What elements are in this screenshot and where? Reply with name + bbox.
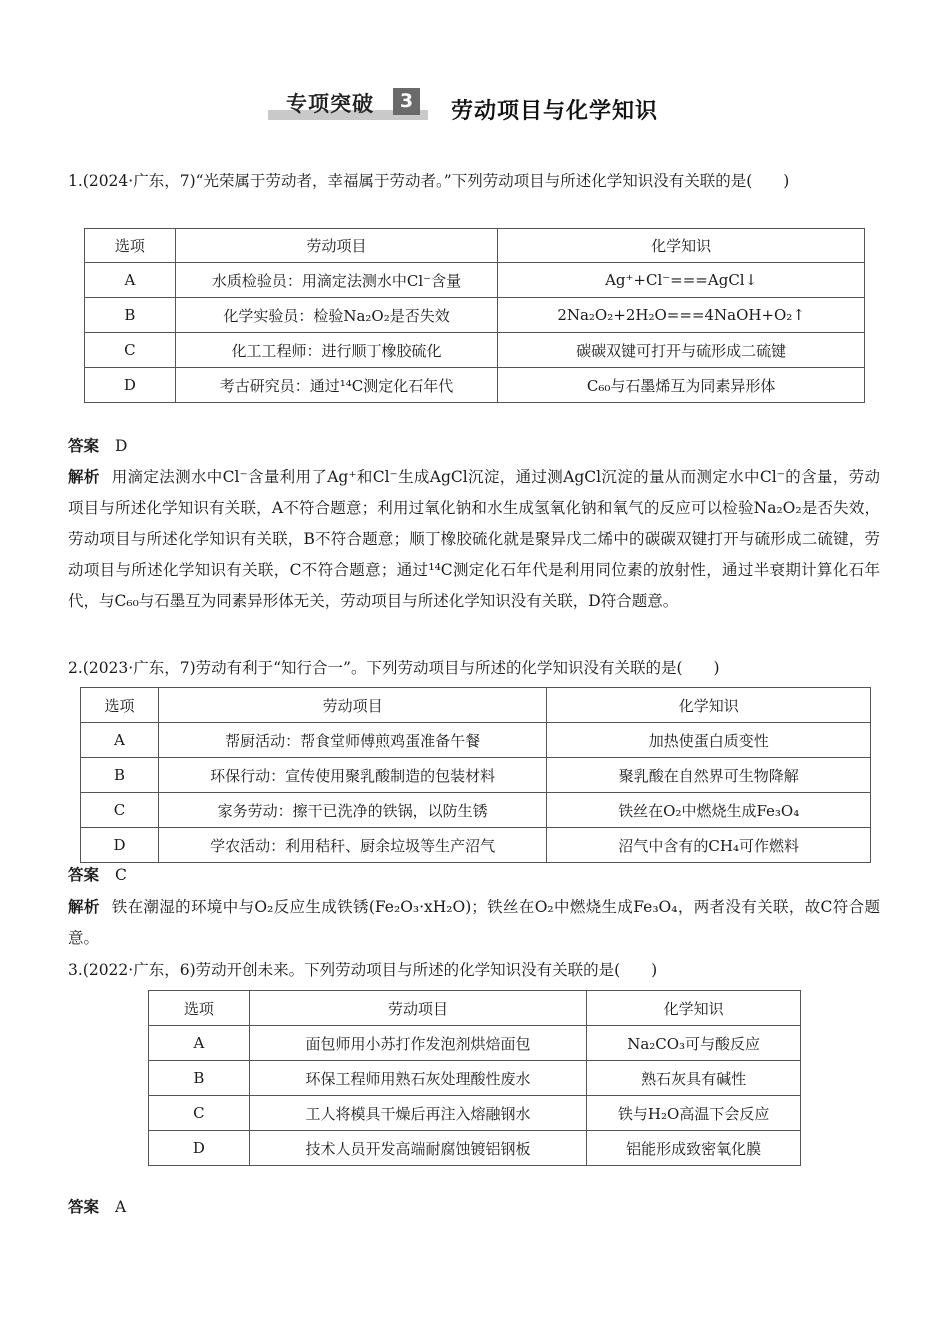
answer-label: 答案 <box>68 1198 100 1216</box>
table-cell: 水质检验员：用滴定法测水中Cl⁻含量 <box>175 263 497 298</box>
explanation-text: 用滴定法测水中Cl⁻含量利用了Ag⁺和Cl⁻生成AgCl沉淀，通过测AgCl沉淀的量从而测定水中Cl⁻的含量，劳动项目与所述化学知识有关联，A不符合题意；利用过氧化钠和水生成氢氧化钠和氧气的反应可以检验Na₂O₂是否失效，劳动项目与所述化学知识有关联，B不符合题意；顺丁橡胶硫化就是聚异戊二烯中的碳碳双键打开与硫形成二硫键，劳动项目与所述化学知识有关联，C不符合题意；通过¹⁴C测定化石年代是利用同位素的放射性，通过半衰期计算化石年代，与C₆₀与石墨互为同素异形体无关，劳动项目与所述化学知识没有关联，D符合题意。 <box>68 468 880 610</box>
question-2-table <box>80 687 871 863</box>
table-header: 化学知识 <box>498 229 865 263</box>
table-row <box>85 263 865 298</box>
table-header: 劳动项目 <box>175 229 497 263</box>
question-2-explanation <box>68 892 880 954</box>
table-cell: C <box>85 333 176 368</box>
table-header: 选项 <box>149 991 250 1026</box>
table-cell: Na₂CO₃可与酸反应 <box>587 1026 801 1061</box>
table-cell: 铁丝在O₂中燃烧生成Fe₃O₄ <box>547 793 871 828</box>
table-cell: Ag⁺+Cl⁻===AgCl↓ <box>498 263 865 298</box>
table-row <box>149 1061 801 1096</box>
explanation-text: 铁在潮湿的环境中与O₂反应生成铁锈(Fe₂O₃·xH₂O)；铁丝在O₂中燃烧生成Fe₃O₄，两者没有关联，故C符合题意。 <box>68 898 880 947</box>
table-cell: B <box>81 758 159 793</box>
table-cell: C <box>149 1096 250 1131</box>
question-2-stem: 2.(2023·广东，7)劳动有利于“知行合一”。下列劳动项目与所述的化学知识没有关联的是( ) <box>68 659 720 677</box>
question-3-answer <box>68 1192 880 1223</box>
table-cell: 铁与H₂O高温下会反应 <box>587 1096 801 1131</box>
table-cell: 化工工程师：进行顺丁橡胶硫化 <box>175 333 497 368</box>
table-row <box>149 1131 801 1166</box>
table-row <box>149 1026 801 1061</box>
table-row <box>85 368 865 403</box>
page-title: 劳动项目与化学知识 <box>451 99 659 124</box>
answer-label: 答案 <box>68 866 100 884</box>
question-2-answer <box>68 860 880 891</box>
table-cell: C₆₀与石墨烯互为同素异形体 <box>498 368 865 403</box>
table-row <box>81 723 871 758</box>
table-header: 选项 <box>81 688 159 723</box>
table-cell: 考古研究员：通过¹⁴C测定化石年代 <box>175 368 497 403</box>
table-cell: B <box>85 298 176 333</box>
explanation-label: 解析 <box>68 898 100 916</box>
table-cell: 聚乳酸在自然界可生物降解 <box>547 758 871 793</box>
table-header: 化学知识 <box>587 991 801 1026</box>
table-cell: 2Na₂O₂+2H₂O===4NaOH+O₂↑ <box>498 298 865 333</box>
explanation-label: 解析 <box>68 468 100 486</box>
table-row <box>81 758 871 793</box>
table-cell: 家务劳动：擦干已洗净的铁锅，以防生锈 <box>158 793 546 828</box>
question-1-table <box>84 228 865 403</box>
table-cell: D <box>149 1131 250 1166</box>
answer-value: A <box>115 1198 127 1216</box>
table-header: 劳动项目 <box>249 991 586 1026</box>
table-cell: 熟石灰具有碱性 <box>587 1061 801 1096</box>
question-1-answer <box>68 431 880 462</box>
answer-label: 答案 <box>68 437 100 455</box>
table-cell: 学农活动：利用秸秆、厨余垃圾等生产沼气 <box>158 828 546 863</box>
table-cell: 环保行动：宣传使用聚乳酸制造的包装材料 <box>158 758 546 793</box>
table-cell: 碳碳双键可打开与硫形成二硫键 <box>498 333 865 368</box>
table-cell: 帮厨活动：帮食堂师傅煎鸡蛋准备午餐 <box>158 723 546 758</box>
table-header: 选项 <box>85 229 176 263</box>
table-cell: 工人将模具干燥后再注入熔融钢水 <box>249 1096 586 1131</box>
question-1-explanation <box>68 462 880 617</box>
table-cell: 铝能形成致密氧化膜 <box>587 1131 801 1166</box>
table-row <box>85 298 865 333</box>
table-cell: C <box>81 793 159 828</box>
table-row <box>149 1096 801 1131</box>
table-row <box>85 333 865 368</box>
question-1-stem: 1.(2024·广东，7)“光荣属于劳动者，幸福属于劳动者。”下列劳动项目与所述化学知识没有关联的是( ) <box>68 172 790 190</box>
table-cell: A <box>149 1026 250 1061</box>
table-cell: 沼气中含有的CH₄可作燃料 <box>547 828 871 863</box>
table-row <box>81 793 871 828</box>
table-cell: D <box>81 828 159 863</box>
table-cell: B <box>149 1061 250 1096</box>
table-cell: D <box>85 368 176 403</box>
section-header <box>268 88 698 128</box>
question-3-table <box>148 990 801 1166</box>
answer-value: D <box>115 437 128 455</box>
table-header: 化学知识 <box>547 688 871 723</box>
answer-value: C <box>115 866 127 884</box>
table-cell: 加热使蛋白质变性 <box>547 723 871 758</box>
table-cell: 面包师用小苏打作发泡剂烘焙面包 <box>249 1026 586 1061</box>
table-cell: 化学实验员：检验Na₂O₂是否失效 <box>175 298 497 333</box>
table-row <box>81 828 871 863</box>
table-header: 劳动项目 <box>158 688 546 723</box>
question-3-stem: 3.(2022·广东，6)劳动开创未来。下列劳动项目与所述的化学知识没有关联的是( ) <box>68 961 658 979</box>
table-cell: 技术人员开发高端耐腐蚀镀铝钢板 <box>249 1131 586 1166</box>
table-cell: A <box>81 723 159 758</box>
table-cell: 环保工程师用熟石灰处理酸性废水 <box>249 1061 586 1096</box>
table-cell: A <box>85 263 176 298</box>
header-badge-text: 专项突破 <box>286 92 374 116</box>
header-badge-number: 3 <box>393 88 420 115</box>
